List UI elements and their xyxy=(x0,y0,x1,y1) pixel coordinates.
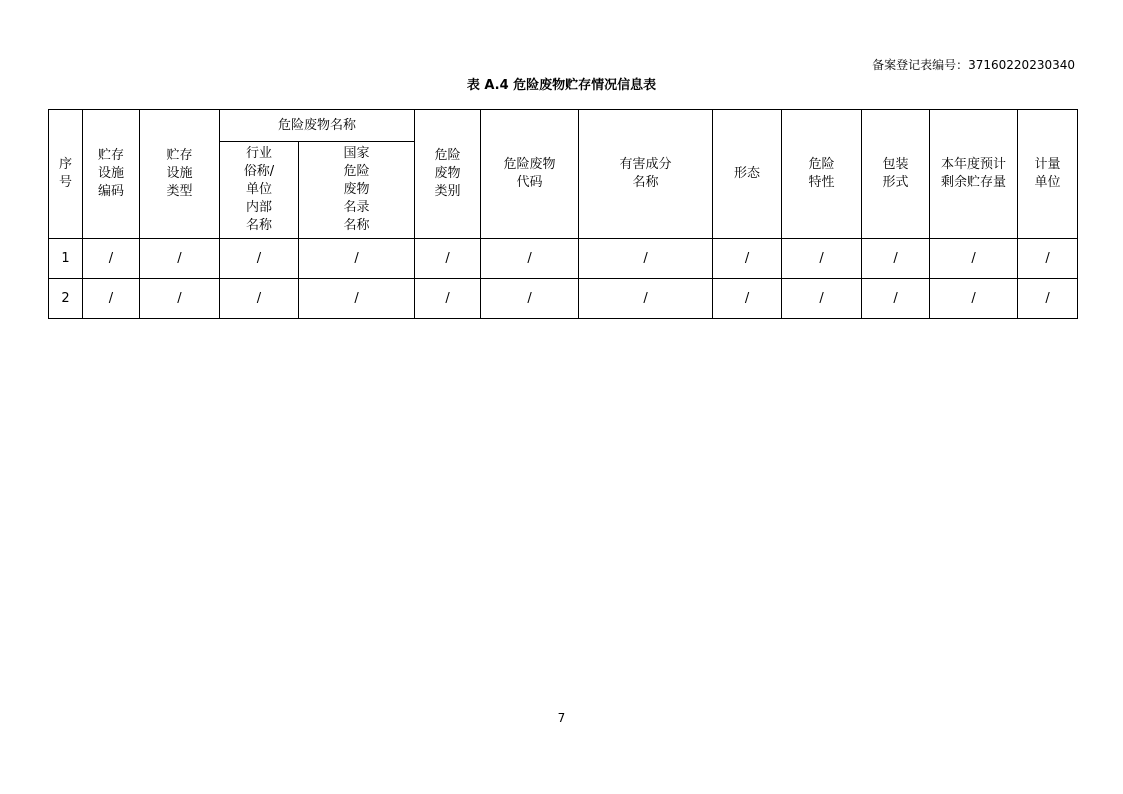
cell-waste-code: / xyxy=(481,239,579,279)
cell-form: / xyxy=(713,279,782,319)
col-header-industry-name: 行业 俗称/ 单位 内部 名称 xyxy=(220,142,299,239)
cell-packaging: / xyxy=(862,239,930,279)
cell-hazard-property: / xyxy=(782,239,862,279)
col-header-national-name: 国家 危险 废物 名录 名称 xyxy=(299,142,415,239)
col-header-harmful-components: 有害成分 名称 xyxy=(579,110,713,239)
cell-facility-code: / xyxy=(83,239,140,279)
cell-national-name: / xyxy=(299,239,415,279)
header-row xyxy=(49,110,1078,142)
cell-unit: / xyxy=(1018,279,1078,319)
table-row xyxy=(49,279,1078,319)
col-header-waste-category: 危险 废物 类别 xyxy=(415,110,481,239)
col-header-hazard-property: 危险 特性 xyxy=(782,110,862,239)
cell-packaging: / xyxy=(862,279,930,319)
cell-unit: / xyxy=(1018,239,1078,279)
cell-seq: 2 xyxy=(49,279,83,319)
cell-form: / xyxy=(713,239,782,279)
cell-facility-type: / xyxy=(140,279,220,319)
cell-waste-code: / xyxy=(481,279,579,319)
cell-harmful-components: / xyxy=(579,239,713,279)
cell-national-name: / xyxy=(299,279,415,319)
col-header-form: 形态 xyxy=(713,110,782,239)
cell-harmful-components: / xyxy=(579,279,713,319)
record-number: 备案登记表编号：37160220230340 xyxy=(872,58,1075,72)
table-title: 表 A.4 危险废物贮存情况信息表 xyxy=(466,78,657,93)
table-row xyxy=(49,239,1078,279)
col-header-waste-code: 危险废物 代码 xyxy=(481,110,579,239)
cell-seq: 1 xyxy=(49,239,83,279)
col-header-seq: 序 号 xyxy=(49,110,83,239)
cell-industry-name: / xyxy=(220,239,299,279)
col-header-facility-code: 贮存 设施 编码 xyxy=(83,110,140,239)
col-header-packaging: 包装 形式 xyxy=(862,110,930,239)
cell-facility-code: / xyxy=(83,279,140,319)
cell-facility-type: / xyxy=(140,239,220,279)
col-header-facility-type: 贮存 设施 类型 xyxy=(140,110,220,239)
page-number: 7 xyxy=(557,711,566,725)
col-group-header-waste-name: 危险废物名称 xyxy=(220,110,415,142)
cell-remaining-storage: / xyxy=(930,239,1018,279)
cell-waste-category: / xyxy=(415,279,481,319)
col-header-remaining-storage: 本年度预计 剩余贮存量 xyxy=(930,110,1018,239)
cell-industry-name: / xyxy=(220,279,299,319)
hazardous-waste-storage-table xyxy=(48,109,1078,319)
cell-remaining-storage: / xyxy=(930,279,1018,319)
cell-hazard-property: / xyxy=(782,279,862,319)
col-header-unit: 计量 单位 xyxy=(1018,110,1078,239)
cell-waste-category: / xyxy=(415,239,481,279)
